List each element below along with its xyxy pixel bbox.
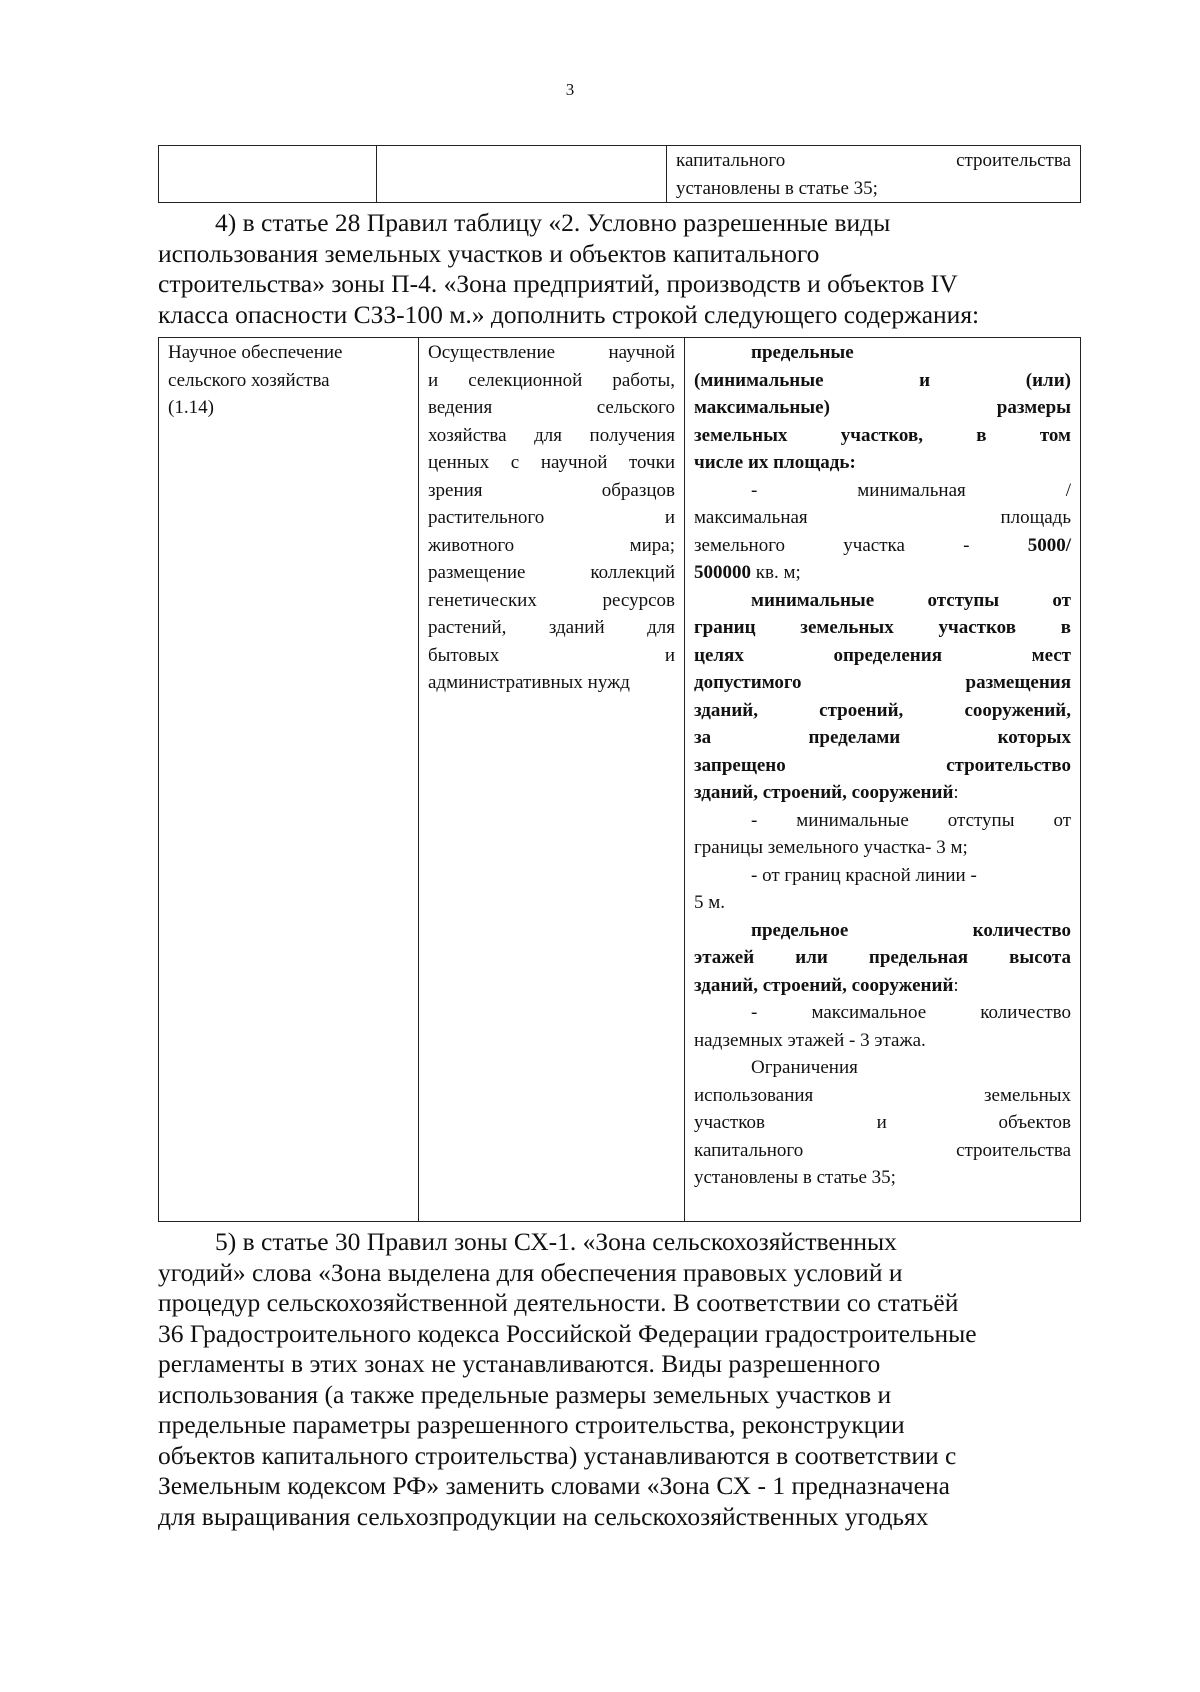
text-line: 5 м. bbox=[694, 892, 726, 913]
text-line: объектов капитального строительства) устанавливаются в соответствии с bbox=[158, 1440, 957, 1470]
parameters-cell bbox=[685, 338, 1081, 1222]
text-line: Осуществление научной bbox=[428, 342, 675, 363]
text-line: ценных с научной точки bbox=[428, 452, 675, 473]
text-line: животного мира; bbox=[428, 534, 675, 556]
text-line: ведения сельского bbox=[428, 397, 675, 418]
text-line: предельное количество bbox=[751, 919, 1071, 941]
text-line: Научное обеспечение bbox=[168, 342, 343, 363]
text-line: капитального строительства bbox=[676, 150, 1071, 171]
text-line: зданий, строений, сооружений, bbox=[694, 699, 1071, 721]
text-line: земельных участков, в том bbox=[694, 424, 1071, 446]
text-line: использования земельных участков и объектов капитального bbox=[158, 238, 820, 268]
text-line: (1.14) bbox=[168, 397, 214, 418]
text-line: зданий, строений, сооружений bbox=[694, 974, 954, 996]
text-line: максимальные) размеры bbox=[694, 397, 1071, 418]
top-table-cell-2 bbox=[377, 146, 667, 203]
text-line: за пределами которых bbox=[694, 727, 1071, 748]
text-line: земельного участка - bbox=[694, 534, 970, 556]
text-line: этажей или предельная высота bbox=[694, 947, 1071, 968]
area-value: 500000 bbox=[694, 562, 751, 583]
text-line: - минимальная / bbox=[751, 479, 1071, 501]
colon: : bbox=[953, 782, 959, 803]
text-line: Земельным кодексом РФ» заменить словами «Зона СХ - 1 предназначена bbox=[158, 1471, 950, 1500]
text-line: класса опасности СЗЗ-100 м.» дополнить строкой следующего содержания: bbox=[158, 299, 980, 329]
text-line: генетических ресурсов bbox=[428, 589, 675, 611]
area-value: 5000/ bbox=[1027, 534, 1071, 556]
text-line: административных нужд bbox=[428, 672, 630, 693]
text-line: растительного и bbox=[428, 507, 675, 528]
text-line: хозяйства для получения bbox=[428, 424, 675, 446]
text-line: установлены в статье 35; bbox=[676, 177, 878, 199]
text-line: процедур сельскохозяйственной деятельности. В соответствии со статьёй bbox=[158, 1288, 959, 1317]
text-line: - максимальное количество bbox=[751, 1002, 1071, 1023]
paragraph-5 bbox=[158, 1227, 1080, 1532]
text-line: - минимальные отступы от bbox=[751, 809, 1071, 831]
text-line: для выращивания сельхозпродукции на сельскохозяйственных угодьях bbox=[158, 1501, 929, 1531]
continued-table-fragment bbox=[158, 145, 1081, 203]
text-line: допустимого размещения bbox=[694, 672, 1071, 693]
text-line: предельные bbox=[751, 342, 854, 363]
area-unit: кв. м; bbox=[755, 562, 801, 583]
top-table-cell-3 bbox=[667, 146, 1081, 203]
top-table-cell-1 bbox=[159, 146, 377, 203]
text-line: минимальные отступы от bbox=[751, 589, 1071, 611]
text-line: использования (а также предельные размеры земельных участков и bbox=[158, 1379, 892, 1409]
text-line: (минимальные и (или) bbox=[694, 369, 1071, 391]
text-line: 4) в статье 28 Правил таблицу «2. Условно разрешенные виды bbox=[215, 208, 891, 237]
paragraph-4 bbox=[158, 208, 1080, 330]
text-line: и селекционной работы, bbox=[428, 369, 675, 391]
text-line: растений, зданий для bbox=[428, 617, 675, 638]
use-name-cell bbox=[159, 338, 419, 1222]
text-line: бытовых и bbox=[428, 644, 675, 666]
permitted-use-table bbox=[158, 337, 1081, 1222]
text-line: числе их площадь: bbox=[694, 452, 856, 473]
text-line: угодий» слова «Зона выделена для обеспечения правовых условий и bbox=[158, 1257, 903, 1287]
text-line: границ земельных участков в bbox=[694, 617, 1071, 638]
text-line: использования земельных bbox=[694, 1084, 1071, 1106]
text-line: запрещено строительство bbox=[694, 754, 1071, 776]
text-line: сельского хозяйства bbox=[168, 369, 330, 391]
text-line: целях определения мест bbox=[694, 644, 1071, 666]
text-line: границы земельного участка- 3 м; bbox=[694, 837, 968, 858]
text-line: максимальная площадь bbox=[694, 507, 1071, 528]
page-number: 3 bbox=[565, 80, 575, 99]
use-description-cell bbox=[419, 338, 685, 1222]
text-line: участков и объектов bbox=[694, 1112, 1071, 1133]
text-line: строительства» зоны П-4. «Зона предприятий, производств и объектов IV bbox=[158, 269, 958, 298]
text-line: предельные параметры разрешенного строительства, реконструкции bbox=[158, 1410, 905, 1439]
text-line: 36 Градостроительного кодекса Российской Федерации градостроительные bbox=[158, 1318, 977, 1348]
text-line: зрения образцов bbox=[428, 479, 675, 501]
text-line: размещение коллекций bbox=[428, 562, 675, 583]
text-line: надземных этажей - 3 этажа. bbox=[694, 1029, 926, 1051]
text-line: 5) в статье 30 Правил зоны СХ-1. «Зона сельскохозяйственных bbox=[215, 1227, 897, 1256]
text-line: регламенты в этих зонах не устанавливаются. Виды разрешенного bbox=[158, 1349, 881, 1378]
text-line: зданий, строений, сооружений bbox=[694, 782, 954, 803]
text-line: Ограничения bbox=[751, 1057, 858, 1078]
text-line: - от границ красной линии - bbox=[751, 864, 977, 886]
colon: : bbox=[953, 974, 959, 996]
text-line: установлены в статье 35; bbox=[694, 1167, 896, 1188]
text-line: капитального строительства bbox=[694, 1139, 1071, 1161]
